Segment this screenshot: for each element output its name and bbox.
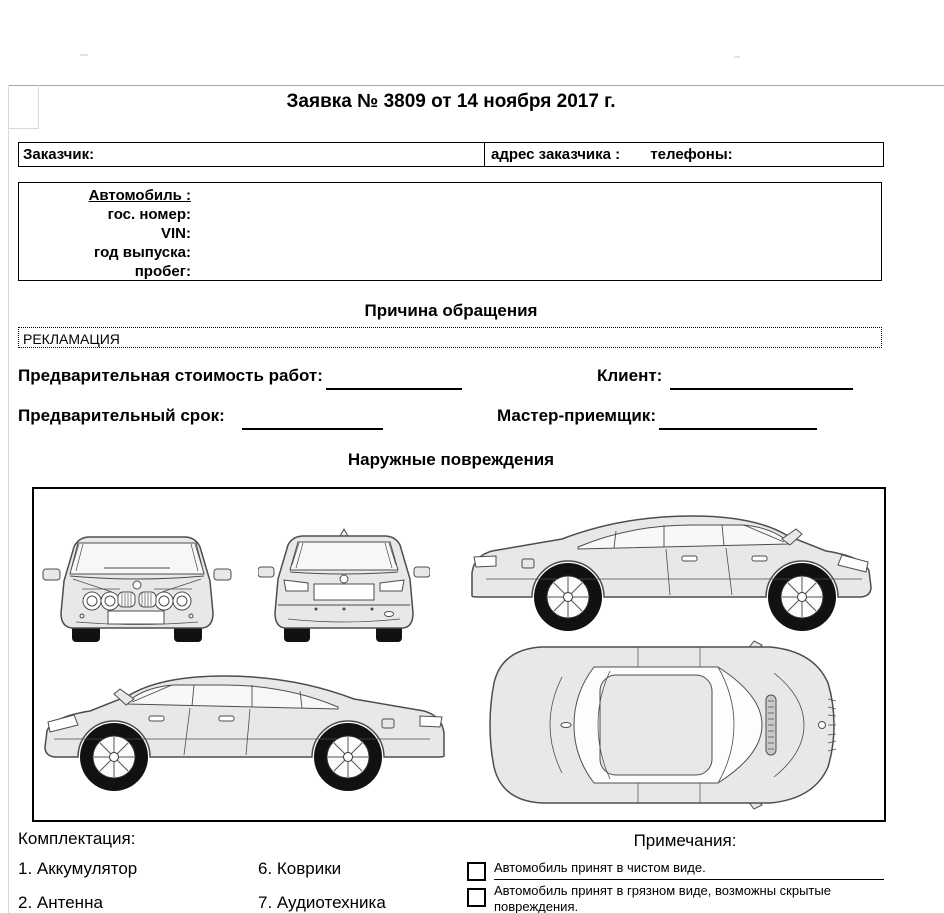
car-rear-view-icon[interactable]: [258, 517, 430, 645]
equipment-item: 7. Аудиотехника: [258, 893, 386, 912]
notes-title: Примечания:: [633, 831, 737, 850]
customer-label: Заказчик:: [23, 146, 95, 163]
equipment-item: 6. Коврики: [258, 859, 342, 878]
equipment-title: Комплектация:: [18, 829, 136, 848]
client-blank-field[interactable]: [670, 368, 853, 390]
reason-input[interactable]: [18, 327, 882, 348]
dirty-condition-label: Автомобиль принят в грязном виде, возможны скрытые повреждения.: [494, 883, 831, 913]
master-label: Мастер-приемщик:: [497, 406, 656, 425]
term-blank-field[interactable]: [242, 408, 383, 430]
grid-tick-mark: [734, 56, 740, 58]
grid-line-horizontal: [8, 85, 944, 86]
vehicle-info-box[interactable]: [18, 182, 882, 281]
equipment-item: 2. Антенна: [18, 893, 103, 912]
grid-line-vertical: [8, 85, 9, 913]
plate-label: гос. номер:: [107, 206, 191, 223]
clean-condition-checkbox[interactable]: [467, 862, 486, 881]
damage-section-title: Наружные повреждения: [347, 450, 555, 469]
mileage-label: пробег:: [134, 263, 191, 280]
clean-condition-label: Автомобиль принят в чистом виде.: [494, 860, 884, 880]
car-top-view-icon[interactable]: [478, 635, 850, 815]
car-side-right-view-icon[interactable]: [464, 499, 880, 655]
address-label: адрес заказчика :: [491, 146, 621, 163]
term-label: Предварительный срок:: [18, 406, 225, 425]
grid-tick-mark: [80, 54, 88, 56]
client-label: Клиент:: [597, 366, 663, 385]
master-blank-field[interactable]: [659, 408, 817, 430]
damage-diagram-box[interactable]: [32, 487, 886, 822]
year-label: год выпуска:: [94, 244, 191, 261]
phones-label: телефоны:: [650, 146, 733, 163]
cost-label: Предварительная стоимость работ:: [18, 366, 323, 385]
car-side-left-view-icon[interactable]: [36, 659, 452, 815]
car-front-view-icon[interactable]: [42, 517, 232, 645]
reason-section-title: Причина обращения: [364, 301, 538, 320]
vehicle-label: Автомобиль :: [88, 187, 191, 204]
customer-cell[interactable]: [19, 143, 485, 166]
equipment-item: 1. Аккумулятор: [18, 859, 138, 878]
customer-row: [18, 142, 884, 167]
vin-label: VIN:: [161, 225, 191, 242]
document-title: Заявка № 3809 от 14 ноября 2017 г.: [286, 91, 616, 112]
reason-value: РЕКЛАМАЦИЯ: [23, 331, 120, 347]
customer-address-cell[interactable]: [485, 143, 883, 166]
dirty-condition-checkbox[interactable]: [467, 888, 486, 907]
cost-blank-field[interactable]: [326, 368, 462, 390]
